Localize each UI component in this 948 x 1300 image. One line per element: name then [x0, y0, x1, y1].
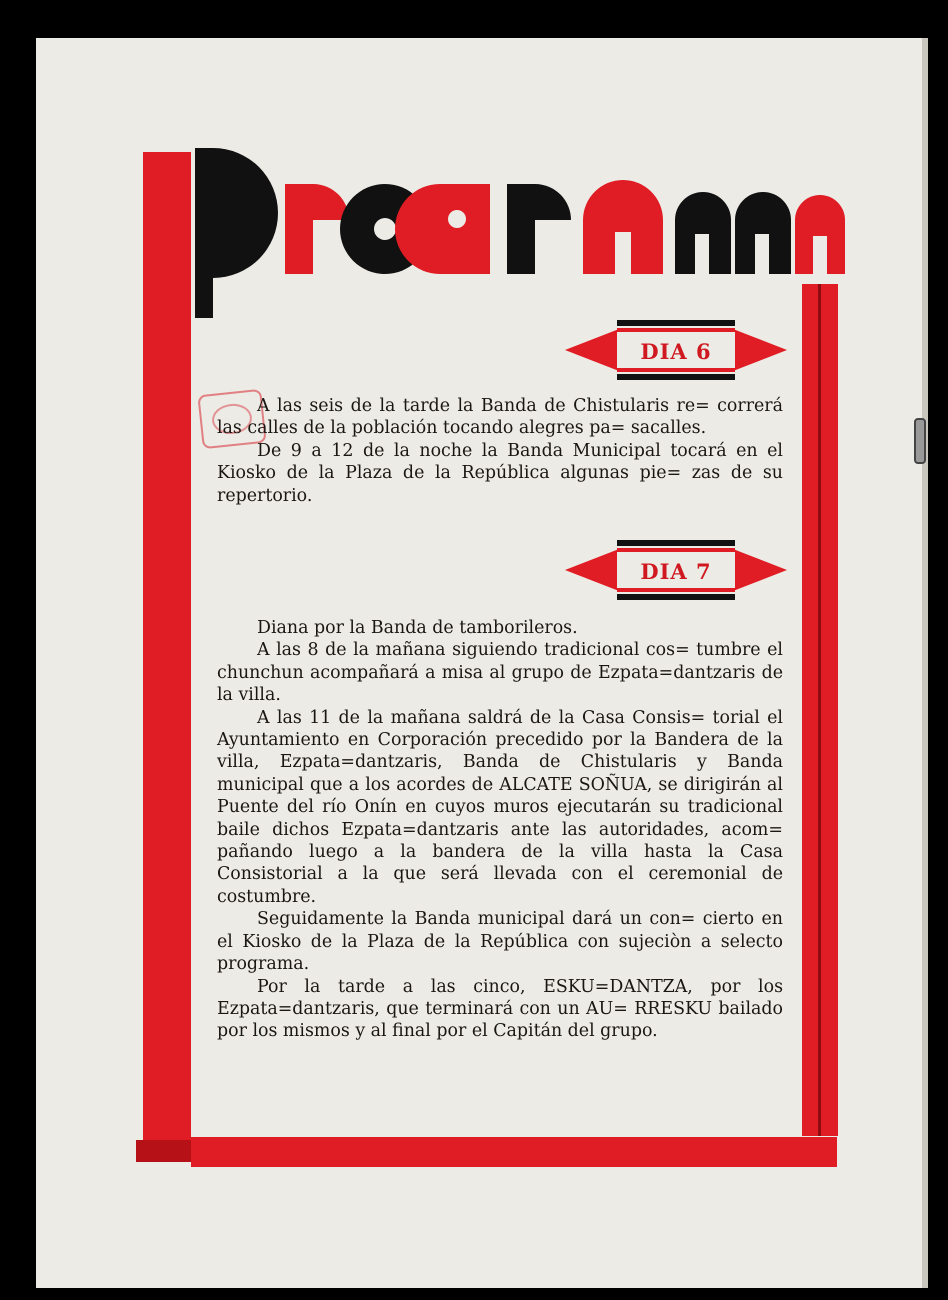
day-7-paragraph: Diana por la Banda de tamborileros. — [257, 618, 578, 638]
day-7-paragraph: Seguidamente la Banda municipal dará un con= cierto en el Kiosko de la Plaza de la República con sujeciòn a selecto programa. — [217, 909, 783, 975]
day-6-badge — [565, 320, 787, 380]
frame-right-line — [818, 284, 821, 1136]
page-title — [195, 148, 845, 288]
day-7-badge — [565, 540, 787, 600]
day-6-paragraph: A las seis de la tarde la Banda de Chistularis re= correrá las calles de la población tocando alegres pa= sacalles. — [217, 396, 783, 439]
day-7-text — [217, 617, 783, 1043]
day-6-text — [217, 395, 783, 507]
day-7-label: DIA 7 — [640, 559, 712, 584]
frame-bottom-bar — [191, 1137, 837, 1167]
day-6-paragraph: De 9 a 12 de la noche la Banda Municipal tocará en el Kiosko de la Plaza de la República algunas pie= zas de su repertorio. — [217, 440, 783, 506]
page-spine — [922, 38, 928, 1288]
title-lettering — [195, 148, 845, 328]
day-7-paragraph: Por la tarde a las cinco, ESKU=DANTZA, por los Ezpata=dantzaris, que terminará con un AU= RRESKU bailado por los mismos y al final por el Capitán del grupo. — [217, 976, 783, 1042]
day-6-label: DIA 6 — [640, 339, 712, 364]
binding-clip — [914, 418, 926, 464]
frame-left-bar — [143, 152, 191, 1162]
day-7-paragraph: A las 11 de la mañana saldrá de la Casa Consis= torial el Ayuntamiento en Corporación precedido por la Bandera de la villa, Ezpata=dantzaris, Banda de Chistularis y Banda municipal que a los acordes de ALCATE SOÑUA, se dirigirán al Puente del río Onín en cuyos muros ejecutarán su tradicional baile dichos Ezpata=dantzaris ante las autoridades, acom= pañando luego a la bandera de la villa hasta la Casa Consistorial a la que será llevada con el ceremonial de costumbre. — [217, 707, 783, 907]
frame-left-foot — [136, 1140, 191, 1162]
day-7-paragraph: A las 8 de la mañana siguiendo tradicional cos= tumbre el chunchun acompañará a misa al grupo de Ezpata=dantzaris de la villa. — [217, 640, 783, 706]
